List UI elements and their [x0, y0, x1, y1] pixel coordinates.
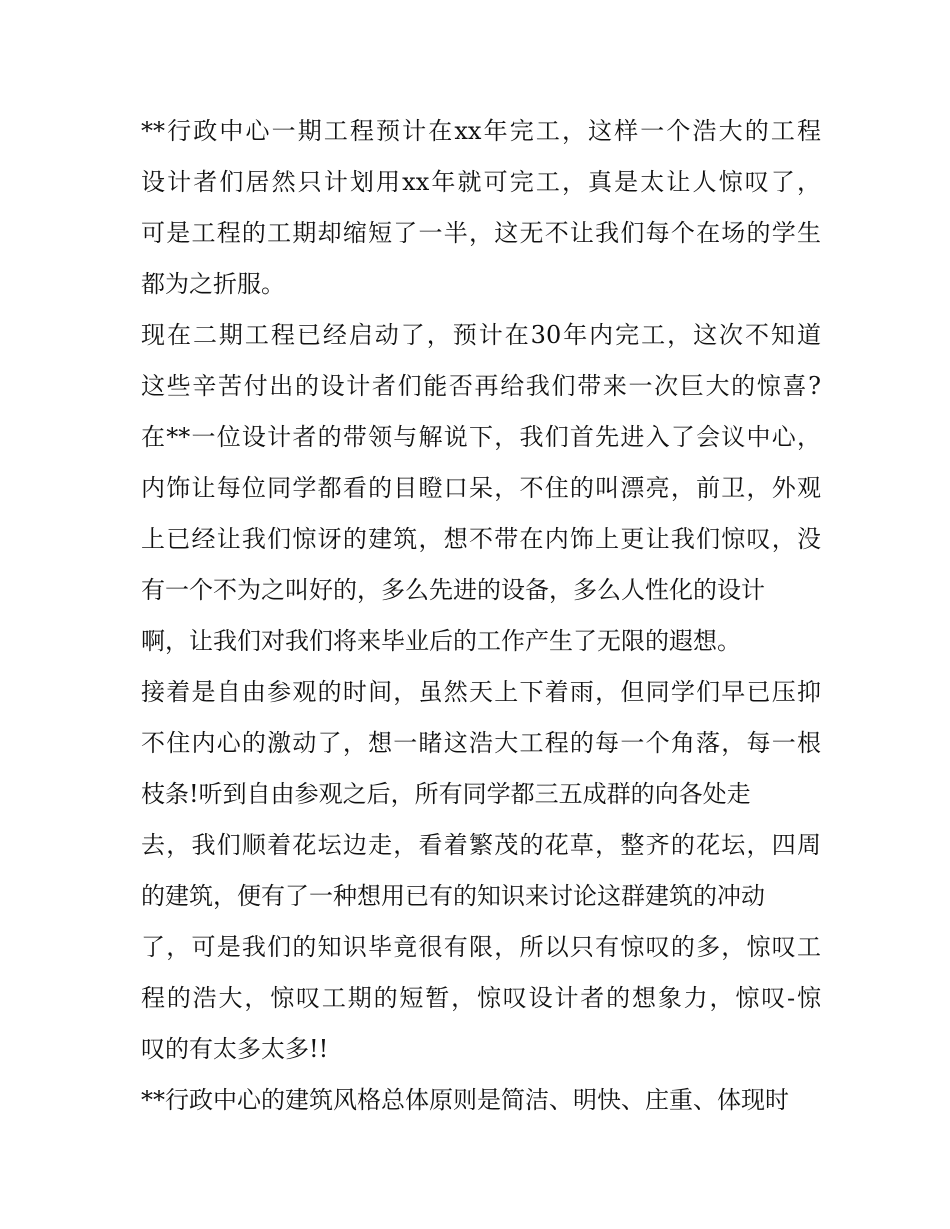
body-text [141, 106, 821, 1126]
paragraph-1 [141, 106, 821, 310]
text-line: 叹的有太多太多!! [141, 1035, 329, 1063]
text-line: **行政中心一期工程预计在xx年完工，这样一个浩大的工程 [141, 117, 821, 145]
text-line: 不住内心的激动了，想一睹这浩大工程的每一个角落，每一根 [141, 729, 821, 757]
text-line: 在**一位设计者的带领与解说下，我们首先进入了会议中心， [141, 423, 821, 451]
text-line: 有一个不为之叫好的，多么先进的设备，多么人性化的设计 [141, 576, 765, 604]
text-line: 设计者们居然只计划用xx年就可完工，真是太让人惊叹了， [141, 168, 821, 196]
text-line: 可是工程的工期却缩短了一半，这无不让我们每个在场的学生 [141, 219, 821, 247]
paragraph-4 [141, 1075, 821, 1126]
text-line: 都为之折服。 [141, 270, 285, 298]
text-line: 枝条!听到自由参观之后，所有同学都三五成群的向各处走 [141, 780, 751, 808]
text-line: 上已经让我们惊讶的建筑，想不带在内饰上更让我们惊叹，没 [141, 525, 821, 553]
text-line: 程的浩大，惊叹工期的短暂，惊叹设计者的想象力，惊叹-惊 [141, 984, 821, 1012]
text-line: 去，我们顺着花坛边走，看着繁茂的花草，整齐的花坛，四周 [141, 831, 821, 859]
text-line: 内饰让每位同学都看的目瞪口呆，不住的叫漂亮，前卫，外观 [141, 474, 821, 502]
text-line: 接着是自由参观的时间，虽然天上下着雨，但同学们早已压抑 [141, 678, 821, 706]
text-line: 现在二期工程已经启动了，预计在30年内完工，这次不知道 [141, 321, 821, 349]
text-line: **行政中心的建筑风格总体原则是简洁、明快、庄重、体现时 [141, 1086, 789, 1114]
text-line: 了，可是我们的知识毕竟很有限，所以只有惊叹的多，惊叹工 [141, 933, 821, 961]
text-line: 这些辛苦付出的设计者们能否再给我们带来一次巨大的惊喜? [141, 372, 821, 400]
paragraph-2 [141, 310, 821, 667]
text-line: 的建筑，便有了一种想用已有的知识来讨论这群建筑的冲动 [141, 882, 765, 910]
paragraph-3 [141, 667, 821, 1075]
text-line: 啊，让我们对我们将来毕业后的工作产生了无限的遐想。 [141, 627, 741, 655]
